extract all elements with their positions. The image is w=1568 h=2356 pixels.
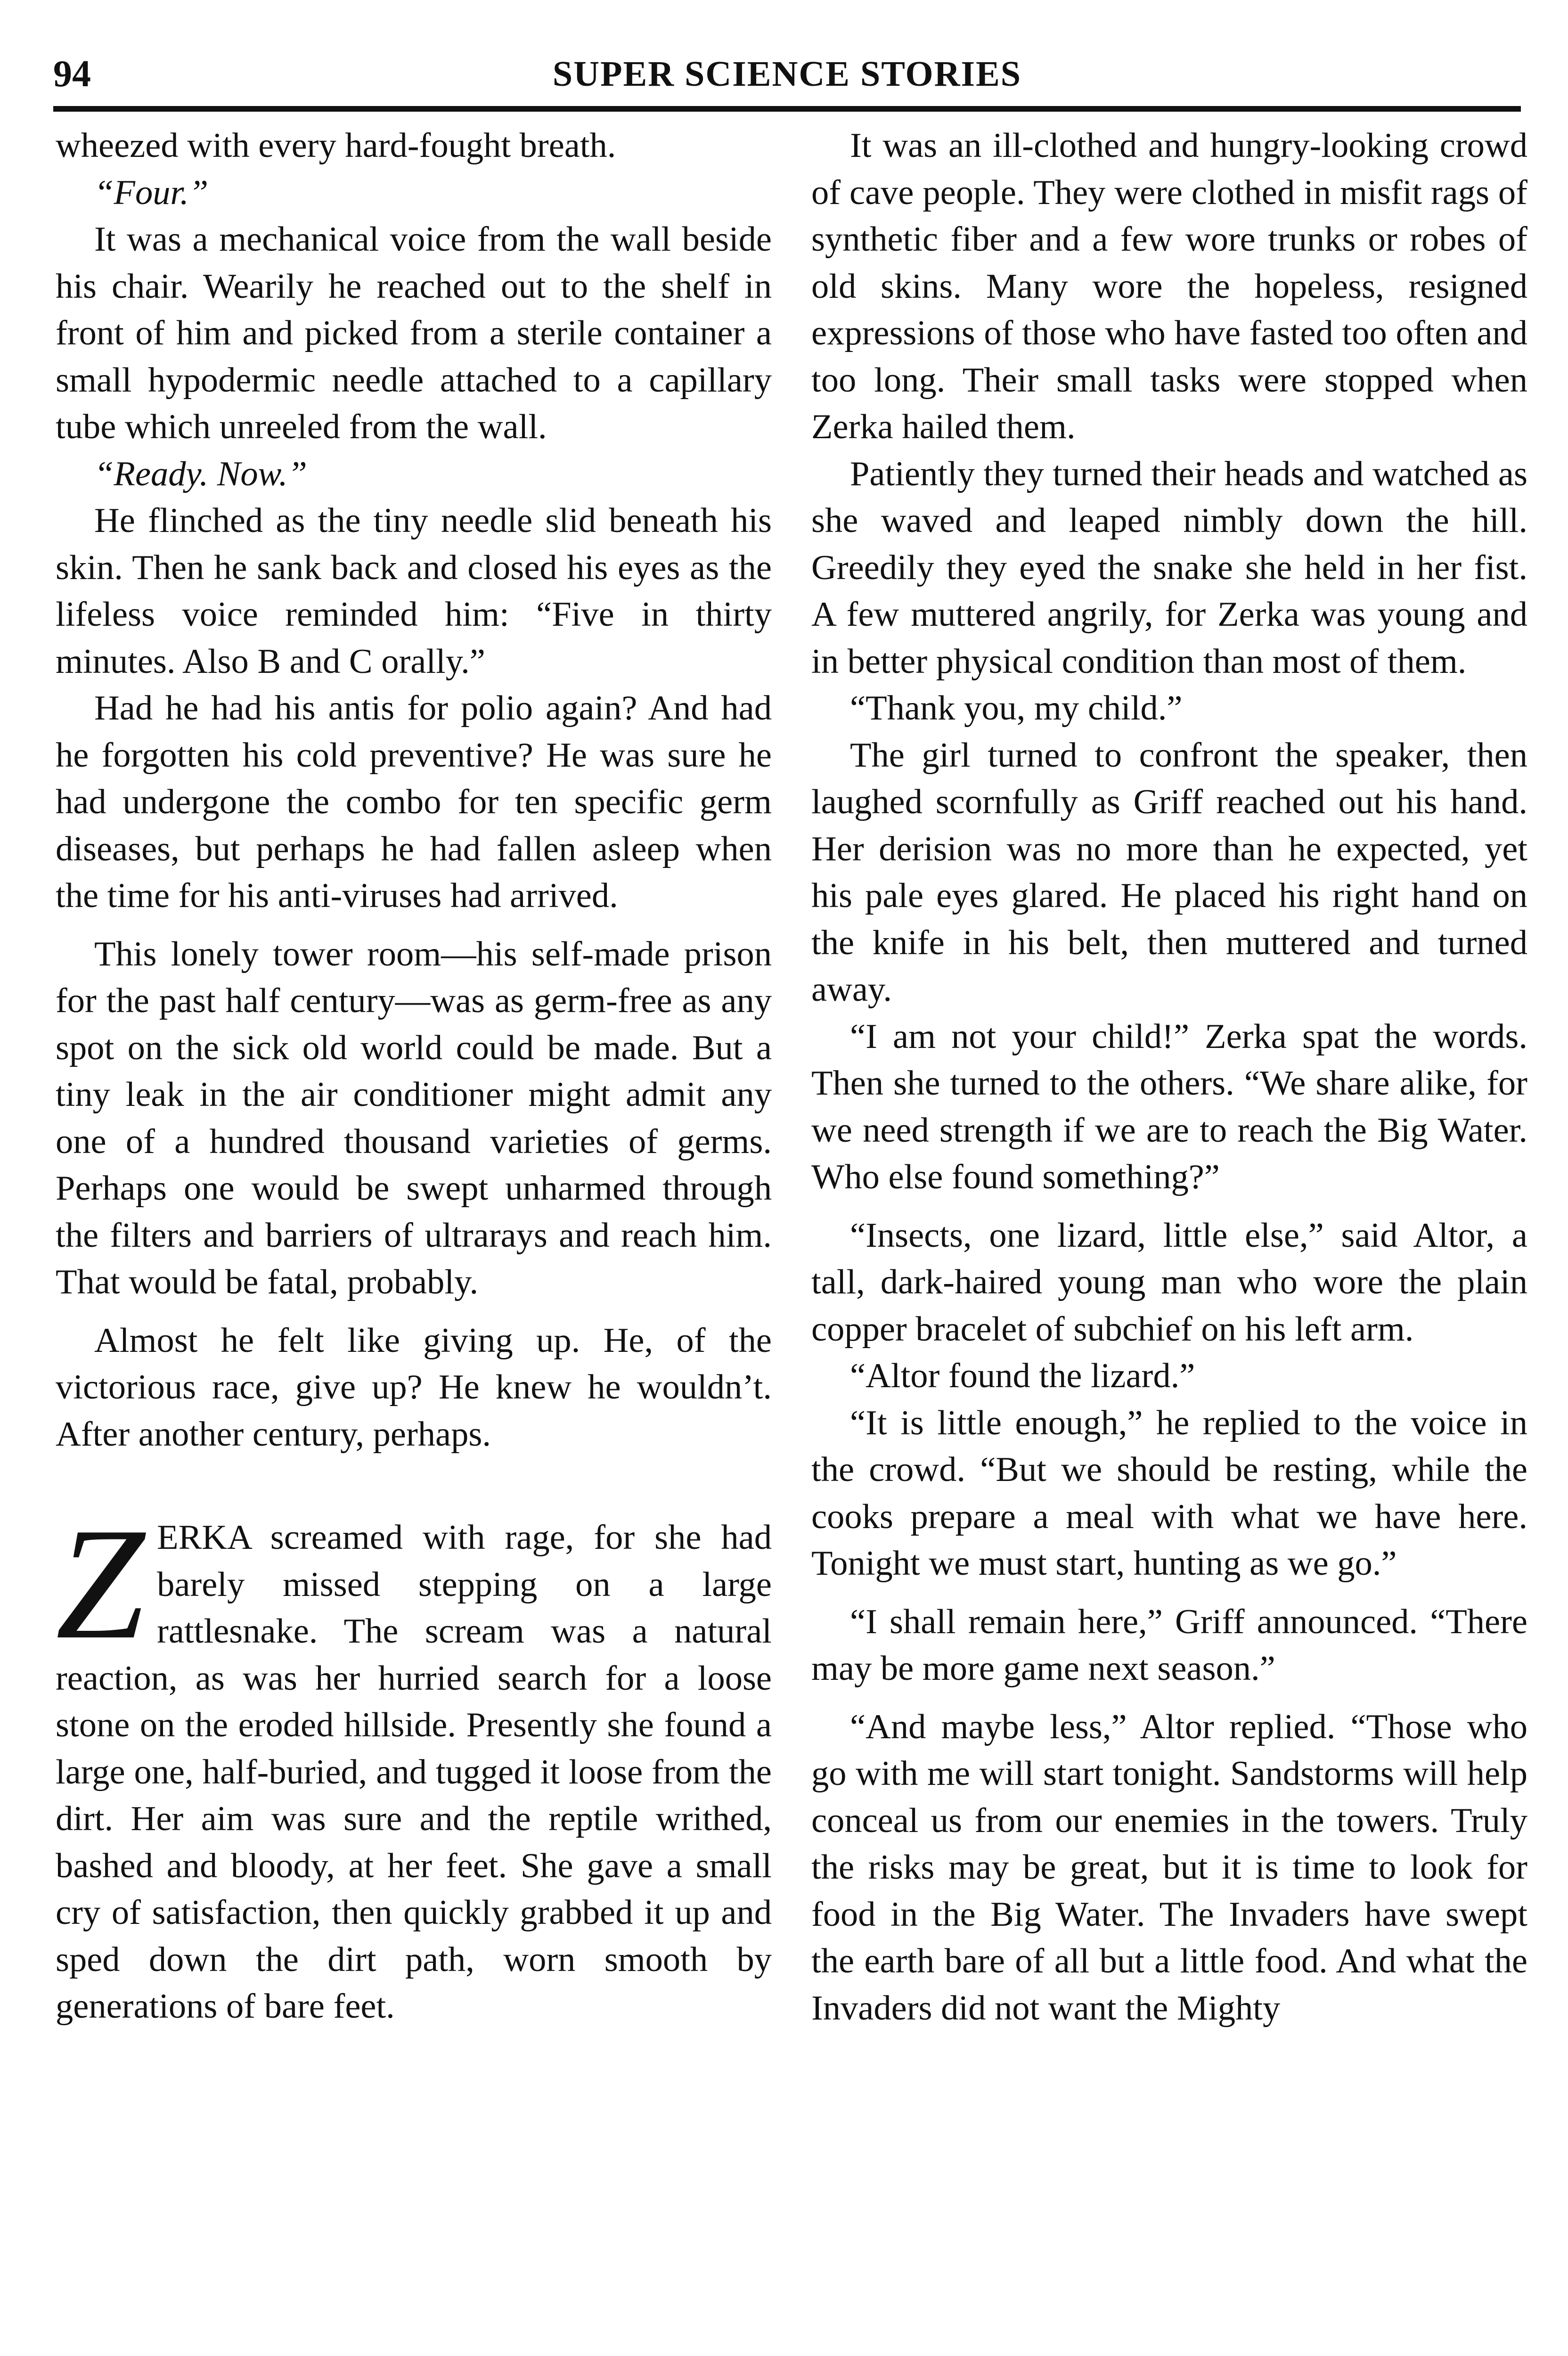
right-column [811,123,1527,2032]
paragraph: “Four.” [94,173,209,212]
paragraph: wheezed with every hard-fought breath. [56,126,616,165]
paragraph: “Insects, one lizard, little else,” said Altor, a tall, dark-haired young man who wore the plain copper bracelet of subchief on his left arm. [811,1216,1527,1349]
paragraph: He flinched as the tiny needle slid beneath his skin. Then he sank back and closed his eyes as the lifeless voice reminded him: “Five in thirty minutes. Also B and C orally.” [56,501,772,681]
paragraph-text: ERKA screamed with rage, for she had barely missed stepping on a large rattlesnake. The scream was a natural reaction, as was her hurried search for a loose stone on the eroded hillside. Presently she found a large one, half-buried, and tugged it loose from the dirt. Her aim was sure and the reptile writhed, bashed and bloody, at her feet. She gave a small cry of satisfaction, then quickly grabbed it up and sped down the dirt path, worn smooth by generations of bare feet. [56,1518,772,2026]
paragraph: Almost he felt like giving up. He, of the victorious race, give up? He knew he wouldn’t. After another century, perhaps. [56,1321,772,1454]
paragraph: “And maybe less,” Altor replied. “Those who go with me will start tonight. Sandstorms will help conceal us from our enemies in the towers. Truly the risks may be great, but it is time to look for food in the Big Water. The Invaders have swept the earth bare of all but a little food. And what the Invaders did not want the Mighty [811,1707,1527,2028]
paragraph: “Thank you, my child.” [850,689,1183,728]
page-header [53,47,1521,99]
paragraph: “It is little enough,” he replied to the voice in the crowd. “But we should be resting, while the cooks prepare a meal with what we have here. Tonight we must start, hunting as we go.” [811,1403,1527,1583]
paragraph: Had he had his antis for polio again? And had he forgotten his cold preventive? He was sure he had undergone the combo for ten specific germ diseases, but perhaps he had fallen asleep when the time for his anti-viruses had arrived. [56,689,772,915]
paragraph: “I shall remain here,” Griff announced. “There may be more game next season.” [811,1602,1527,1688]
page-number: 94 [53,53,91,95]
header-rule [53,106,1521,112]
paragraph: “I am not your child!” Zerka spat the words. Then she turned to the others. “We share alike, for we need strength if we are to reach the Big Water. Who else found something?” [811,1017,1527,1196]
paragraph: The girl turned to confront the speaker, then laughed scornfully as Griff reached out his hand. Her derision was no more than he expected, yet his pale eyes glared. He placed his right hand on the knife in his belt, then muttered and turned away. [811,736,1527,1009]
paragraph: This lonely tower room—his self-made prison for the past half century—was as germ-free as any spot on the sick old world could be made. But a tiny leak in the air conditioner might admit any one of a hundred thousand varieties of germs. Perhaps one would be swept unharmed through the filters and barriers of ultrarays and reach him. That would be fatal, probably. [56,934,772,1301]
drop-cap: Z [56,1495,145,1672]
paragraph: “Ready. Now.” [94,454,307,493]
paragraph: It was a mechanical voice from the wall beside his chair. Wearily he reached out to the shelf in front of him and picked from a sterile container a small hypodermic needle attached to a capillary tube which unreeled from the wall. [56,220,772,446]
left-column [56,123,772,2030]
paragraph-with-dropcap [56,1495,772,2030]
paragraph: Patiently they turned their heads and watched as she waved and leaped nimbly down the hill. Greedily they eyed the snake she held in her fist. A few muttered angrily, for Zerka was young and in better physical condition than most of them. [811,454,1527,681]
paragraph: “Altor found the lizard.” [850,1357,1195,1395]
paragraph: It was an ill-clothed and hungry-looking crowd of cave people. They were clothed in misfit rags of synthetic fiber and a few wore trunks or robes of old skins. Many wore the hopeless, resigned expressions of those who have fasted too often and too long. Their small tasks were stopped when Zerka hailed them. [811,126,1527,446]
running-head: SUPER SCIENCE STORIES [552,54,1022,94]
